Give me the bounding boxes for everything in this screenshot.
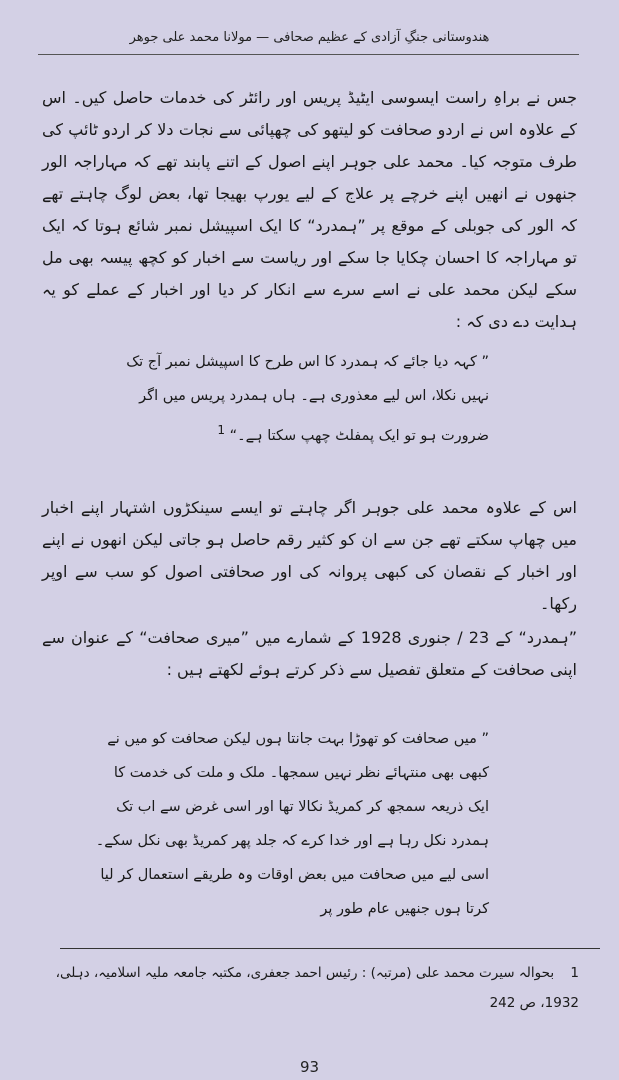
running-header: ھندوستانی جنگِ آزادی کے عظیم صحافی — مولانا محمد علی جوھر	[129, 30, 490, 45]
header-rule	[38, 54, 579, 55]
footnote-rule	[60, 948, 600, 949]
quote-2: ” میں صحافت کو تھوڑا بہت جانتا ہوں لیکن صحافت کو میں نے کبھی بھی منتہائے نظر نہیں سمجھا۔ ملک و ملت کی خدمت کا ایک ذریعہ سمجھ کر کمریڈ نکالا تھا اور اسی غرض سے اب تک ہمدرد نکل رہا ہے اور خدا کرے کہ جلد پھر کمریڈ بھی نکل سکے۔ اسی لیے میں صحافت میں بعض اوقات وہ طریقے استعمال کر لیا کرتا ہوں جنھیں عام طور پر	[95, 731, 489, 917]
paragraph-2: اس کے علاوہ محمد علی جوہر اگر چاہتے تو ایسے سینکڑوں اشتہار اپنے اخبار میں چھاپ سکتے تھے جن سے ان کو کثیر رقم حاصل ہو جاتی لیکن انھوں نے اپنے اور اخبار کے نقصان کی کبھی پروانہ کی اور صحافتی اصول کو سب سے اوپر رکھا۔	[42, 498, 577, 613]
quote-1-text: ” کہہ دیا جائے کہ ہمدرد کا اس طرح کا اسپیشل نمبر آج تک نہیں نکلا، اس لیے معذوری ہے۔ ہاں ہمدرد پریس میں اگر ضرورت ہو تو ایک پمفلٹ چھپ سکتا ہے۔“	[126, 354, 489, 444]
footnote-text: بحوالہ سیرت محمد علی (مرتبہ) : رئیس احمد جعفری، مکتبہ جامعہ ملیہ اسلامیہ، دہلی، 1932، ص 242	[55, 965, 579, 1011]
footnote-marker: 1	[217, 423, 225, 437]
quote-1	[95, 345, 489, 453]
footnote	[45, 958, 579, 1018]
paragraph-1: جس نے براہِ راست ایسوسی ایٹیڈ پریس اور رائٹر کی خدمات حاصل کیں۔ اس کے علاوہ اس نے اردو صحافت کو لیتھو کی چھپائی سے نجات دلا کر اردو ٹائپ کی طرف متوجہ کیا۔ محمد علی جوہر اپنے اصول کے اتنے پابند تھے کہ مہاراجہ الور جنھوں نے انھیں اپنے خرچے پر علاج کے لیے یورپ بھیجا تھا، بعض لوگ چاہتے تھے کہ الور کی جوبلی کے موقع پر ”ہمدرد“ کا ایک اسپیشل نمبر شائع ہوتا کہ ایک تو مہاراجہ کا احسان چکایا جا سکے اور ریاست سے اخبار کو کچھ پیسہ بھی مل سکے لیکن محمد علی نے اسے سرے سے انکار کر دیا اور اخبار کے عملے کو یہ ہدایت دے دی کہ :	[42, 88, 577, 331]
paragraph-3: ”ہمدرد“ کے 23 / جنوری 1928 کے شمارے میں ”میری صحافت“ کے عنوان سے اپنی صحافت کے متعلق تفصیل سے ذکر کرتے ہوئے لکھتے ہیں :	[42, 628, 577, 679]
page-number: 93	[299, 1058, 320, 1076]
footnote-number: 1	[570, 965, 579, 981]
